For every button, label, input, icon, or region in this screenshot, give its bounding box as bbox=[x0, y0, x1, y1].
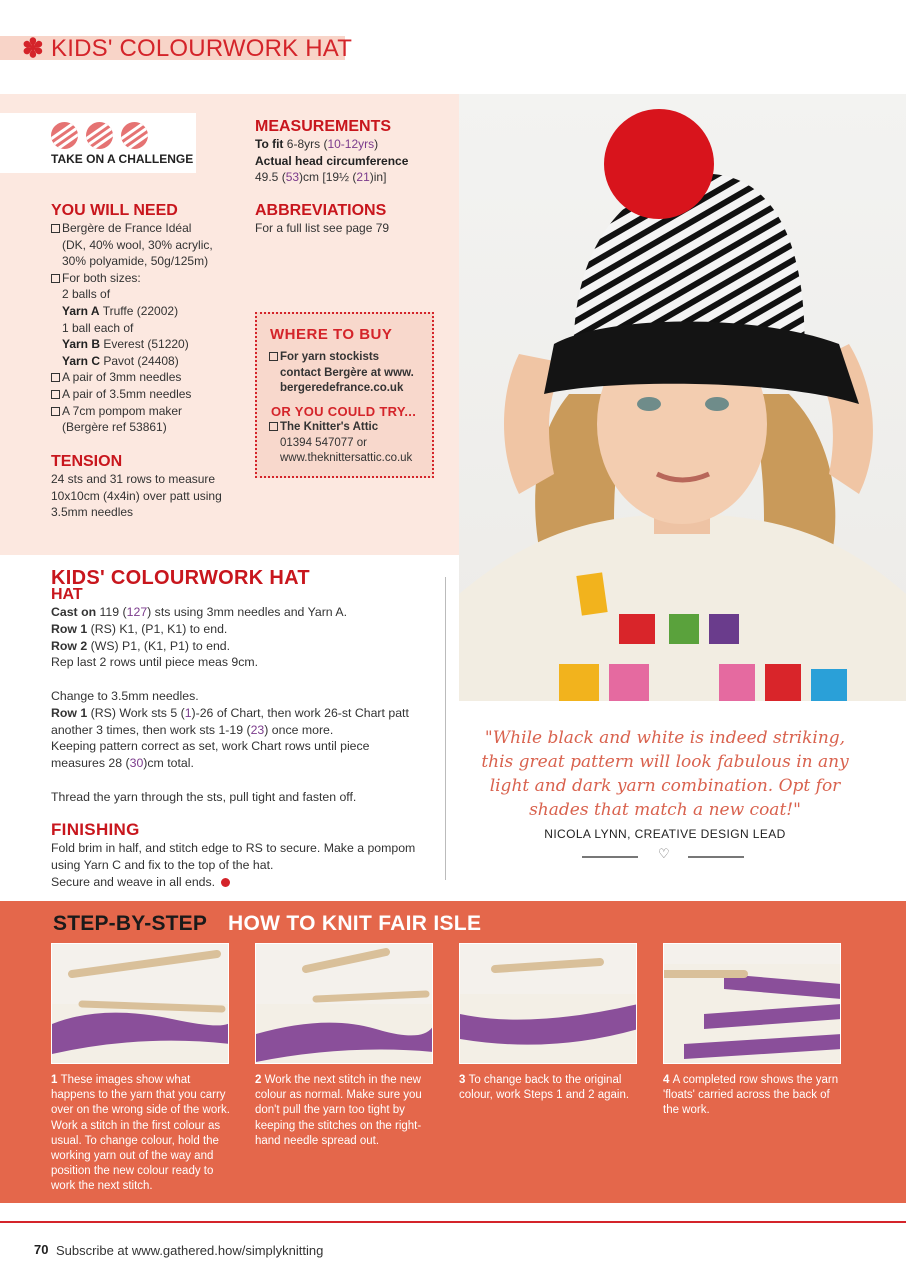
quote-line: this great pattern will look fabulous in any bbox=[481, 752, 849, 772]
alt-stockist-phone: 01394 547077 or bbox=[280, 436, 367, 449]
yarn-ball-icon bbox=[86, 122, 113, 149]
where-to-buy-heading: WHERE TO BUY bbox=[270, 326, 393, 343]
pattern-alt: 30 bbox=[129, 756, 144, 771]
head-circ-label: Actual head circumference bbox=[255, 153, 409, 168]
where-to-buy-box bbox=[255, 312, 434, 478]
child-with-hat-illustration bbox=[459, 94, 906, 701]
abbreviations-heading: ABBREVIATIONS bbox=[255, 202, 387, 219]
measurements-text bbox=[255, 136, 455, 186]
abbreviations-text: For a full list see page 79 bbox=[255, 221, 390, 235]
cast-on-label: Cast on bbox=[51, 605, 97, 619]
pattern-title: KIDS' COLOURWORK HAT bbox=[51, 567, 310, 589]
row-label: Row 2 bbox=[51, 638, 88, 653]
to-fit-label: To fit bbox=[255, 137, 284, 151]
checkbox-icon bbox=[51, 224, 60, 233]
pattern-alt: 23 bbox=[250, 722, 265, 737]
tension-line: 10x10cm (4x4in) over patt using bbox=[51, 488, 222, 503]
checkbox-icon bbox=[51, 373, 60, 382]
material-line: For both sizes: bbox=[62, 270, 141, 285]
step-caption bbox=[459, 1073, 639, 1103]
material-line: A pair of 3mm needles bbox=[62, 370, 182, 385]
challenge-label: TAKE ON A CHALLENGE bbox=[51, 152, 194, 166]
pattern-line: Thread the yarn through the sts, pull tight and fasten off. bbox=[51, 789, 357, 804]
knitting-illustration bbox=[664, 944, 841, 1064]
cast-on-text: ) sts using 3mm needles and Yarn A. bbox=[147, 605, 347, 619]
page-number: 70 bbox=[34, 1242, 49, 1257]
row-text: (WS) P1, (K1, P1) to end. bbox=[87, 638, 231, 653]
page-title: KIDS' COLOURWORK HAT bbox=[51, 35, 353, 62]
head-value: )cm [19½ ( bbox=[299, 170, 357, 185]
measurements-heading: MEASUREMENTS bbox=[255, 118, 392, 135]
step-number: 3 bbox=[459, 1074, 469, 1086]
checkbox-icon bbox=[51, 407, 60, 416]
quote-line: "While black and white is indeed striking, bbox=[484, 728, 846, 748]
head-value: )in] bbox=[369, 170, 387, 185]
yarn-a-value: Truffe (22002) bbox=[99, 303, 179, 318]
step-heading: STEP-BY-STEP bbox=[53, 912, 208, 935]
pattern-line: another 3 times, then work sts 1-19 ( bbox=[51, 722, 251, 737]
step-number: 2 bbox=[255, 1074, 265, 1086]
knitting-illustration bbox=[256, 944, 433, 1064]
alt-stockist-link[interactable]: www.theknittersattic.co.uk bbox=[280, 452, 413, 464]
step-photo bbox=[255, 943, 433, 1064]
asterisk-icon: ✽ bbox=[22, 33, 44, 63]
pattern-subtitle: HAT bbox=[51, 586, 83, 603]
material-line bbox=[51, 353, 251, 370]
checkbox-icon bbox=[51, 274, 60, 283]
step-caption bbox=[663, 1073, 843, 1119]
head-value: 49.5 ( bbox=[255, 170, 286, 185]
pattern-line: measures 28 ( bbox=[51, 756, 130, 771]
pattern-line: Rep last 2 rows until piece meas 9cm. bbox=[51, 655, 259, 670]
material-line: Bergère de France Idéal bbox=[62, 221, 192, 235]
yarn-c-label: Yarn C bbox=[62, 353, 101, 368]
material-line: (DK, 40% wool, 30% acrylic, bbox=[62, 237, 213, 252]
tension-heading: TENSION bbox=[51, 453, 123, 470]
alt-stockist-name: The Knitter's Attic bbox=[280, 421, 379, 433]
row-label: Row 1 bbox=[51, 621, 88, 636]
knitting-illustration bbox=[460, 944, 637, 1064]
step-number: 4 bbox=[663, 1074, 673, 1086]
materials-list bbox=[51, 220, 251, 436]
material-line: 2 balls of bbox=[62, 287, 111, 302]
step-photo bbox=[459, 943, 637, 1064]
pattern-line: Keeping pattern correct as set, work Chart rows until piece bbox=[51, 739, 370, 754]
head-alt: 21 bbox=[356, 170, 370, 185]
checkbox-icon bbox=[269, 352, 278, 361]
or-try-heading: OR YOU COULD TRY... bbox=[271, 404, 417, 419]
row-text: (RS) Work sts 5 ( bbox=[87, 705, 185, 720]
stockist-line: For yarn stockists bbox=[280, 351, 380, 363]
checkbox-icon bbox=[269, 422, 278, 431]
quote-line: light and dark yarn combination. Opt for bbox=[489, 776, 841, 796]
stockist-link[interactable]: bergeredefrance.co.uk bbox=[280, 382, 404, 394]
to-fit-close: ) bbox=[374, 137, 379, 151]
pull-quote bbox=[470, 726, 860, 822]
row-alt: 1 bbox=[184, 705, 192, 720]
checkbox-icon bbox=[51, 390, 60, 399]
tension-text bbox=[51, 471, 251, 521]
step-text: Work the next stitch in the new colour as normal. Make sure you don't pull the yarn too tight by keeping the stitches on the right-hand needle spread out. bbox=[255, 1074, 422, 1147]
finishing-heading: FINISHING bbox=[51, 820, 140, 839]
yarn-a-label: Yarn A bbox=[62, 303, 100, 318]
material-line: 30% polyamide, 50g/125m) bbox=[62, 254, 209, 269]
material-line: 1 ball each of bbox=[62, 320, 134, 335]
yarn-b-value: Everest (51220) bbox=[100, 337, 189, 352]
material-line bbox=[51, 336, 251, 353]
finishing-body bbox=[51, 840, 436, 890]
step-text: To change back to the original colour, work Steps 1 and 2 again. bbox=[459, 1074, 630, 1102]
subscribe-link[interactable]: Subscribe at www.gathered.how/simplyknitting bbox=[56, 1243, 324, 1258]
yarn-ball-icon bbox=[121, 122, 148, 149]
material-line bbox=[51, 303, 251, 320]
model-photo bbox=[459, 94, 906, 701]
column-divider bbox=[445, 577, 446, 880]
to-fit-value: 6-8yrs ( bbox=[283, 137, 328, 151]
step-photo bbox=[51, 943, 229, 1064]
cast-on-text: 119 ( bbox=[96, 605, 127, 619]
step-text: These images show what happens to the yarn that you carry over on the wrong side of the work. Work a stitch in the first colour as usual. To change colour, hold the working yarn out of the way and position the new colour ready to work the next stitch. bbox=[51, 1074, 230, 1193]
row-label: Row 1 bbox=[51, 705, 88, 720]
quote-author: NICOLA LYNN, CREATIVE DESIGN LEAD bbox=[544, 827, 786, 841]
pattern-body bbox=[51, 604, 436, 806]
step-caption bbox=[51, 1073, 231, 1195]
cast-on-alt: 127 bbox=[126, 605, 148, 619]
pattern-line: )cm total. bbox=[143, 756, 194, 771]
end-mark-icon bbox=[221, 878, 230, 887]
material-line: A 7cm pompom maker bbox=[62, 403, 183, 418]
head-alt: 53 bbox=[285, 170, 300, 185]
knitting-illustration bbox=[52, 944, 229, 1064]
step-photo bbox=[663, 943, 841, 1064]
tension-line: 3.5mm needles bbox=[51, 505, 134, 520]
row-text: (RS) K1, (P1, K1) to end. bbox=[87, 621, 228, 636]
heart-doodle-icon: ♡ bbox=[658, 846, 670, 861]
finishing-line: Secure and weave in all ends. bbox=[51, 874, 216, 889]
to-fit-alt: 10-12yrs bbox=[327, 137, 375, 151]
yarn-c-value: Pavot (24408) bbox=[100, 353, 179, 368]
footer-rule bbox=[0, 1221, 906, 1223]
quote-divider bbox=[582, 856, 638, 858]
step-subheading: HOW TO KNIT FAIR ISLE bbox=[228, 912, 482, 935]
material-line: (Bergère ref 53861) bbox=[62, 420, 167, 435]
tension-line: 24 sts and 31 rows to measure bbox=[51, 472, 216, 486]
pattern-line: ) once more. bbox=[264, 722, 334, 737]
step-text: A completed row shows the yarn 'floats' carried across the back of the work. bbox=[663, 1074, 839, 1117]
row-text: )-26 of Chart, then work 26-st Chart patt bbox=[191, 705, 409, 720]
pattern-line: Change to 3.5mm needles. bbox=[51, 688, 199, 703]
you-will-need-heading: YOU WILL NEED bbox=[51, 202, 178, 219]
quote-divider bbox=[688, 856, 744, 858]
step-caption bbox=[255, 1073, 435, 1149]
finishing-line: using Yarn C and fix to the top of the hat. bbox=[51, 857, 274, 872]
step-number: 1 bbox=[51, 1074, 61, 1086]
quote-line: shades that match a new coat!" bbox=[529, 800, 801, 820]
yarn-ball-icon bbox=[51, 122, 78, 149]
stockist-line: contact Bergère at www. bbox=[280, 366, 414, 379]
material-line: A pair of 3.5mm needles bbox=[62, 386, 192, 401]
finishing-line: Fold brim in half, and stitch edge to RS to secure. Make a pompom bbox=[51, 841, 416, 855]
yarn-b-label: Yarn B bbox=[62, 337, 101, 352]
